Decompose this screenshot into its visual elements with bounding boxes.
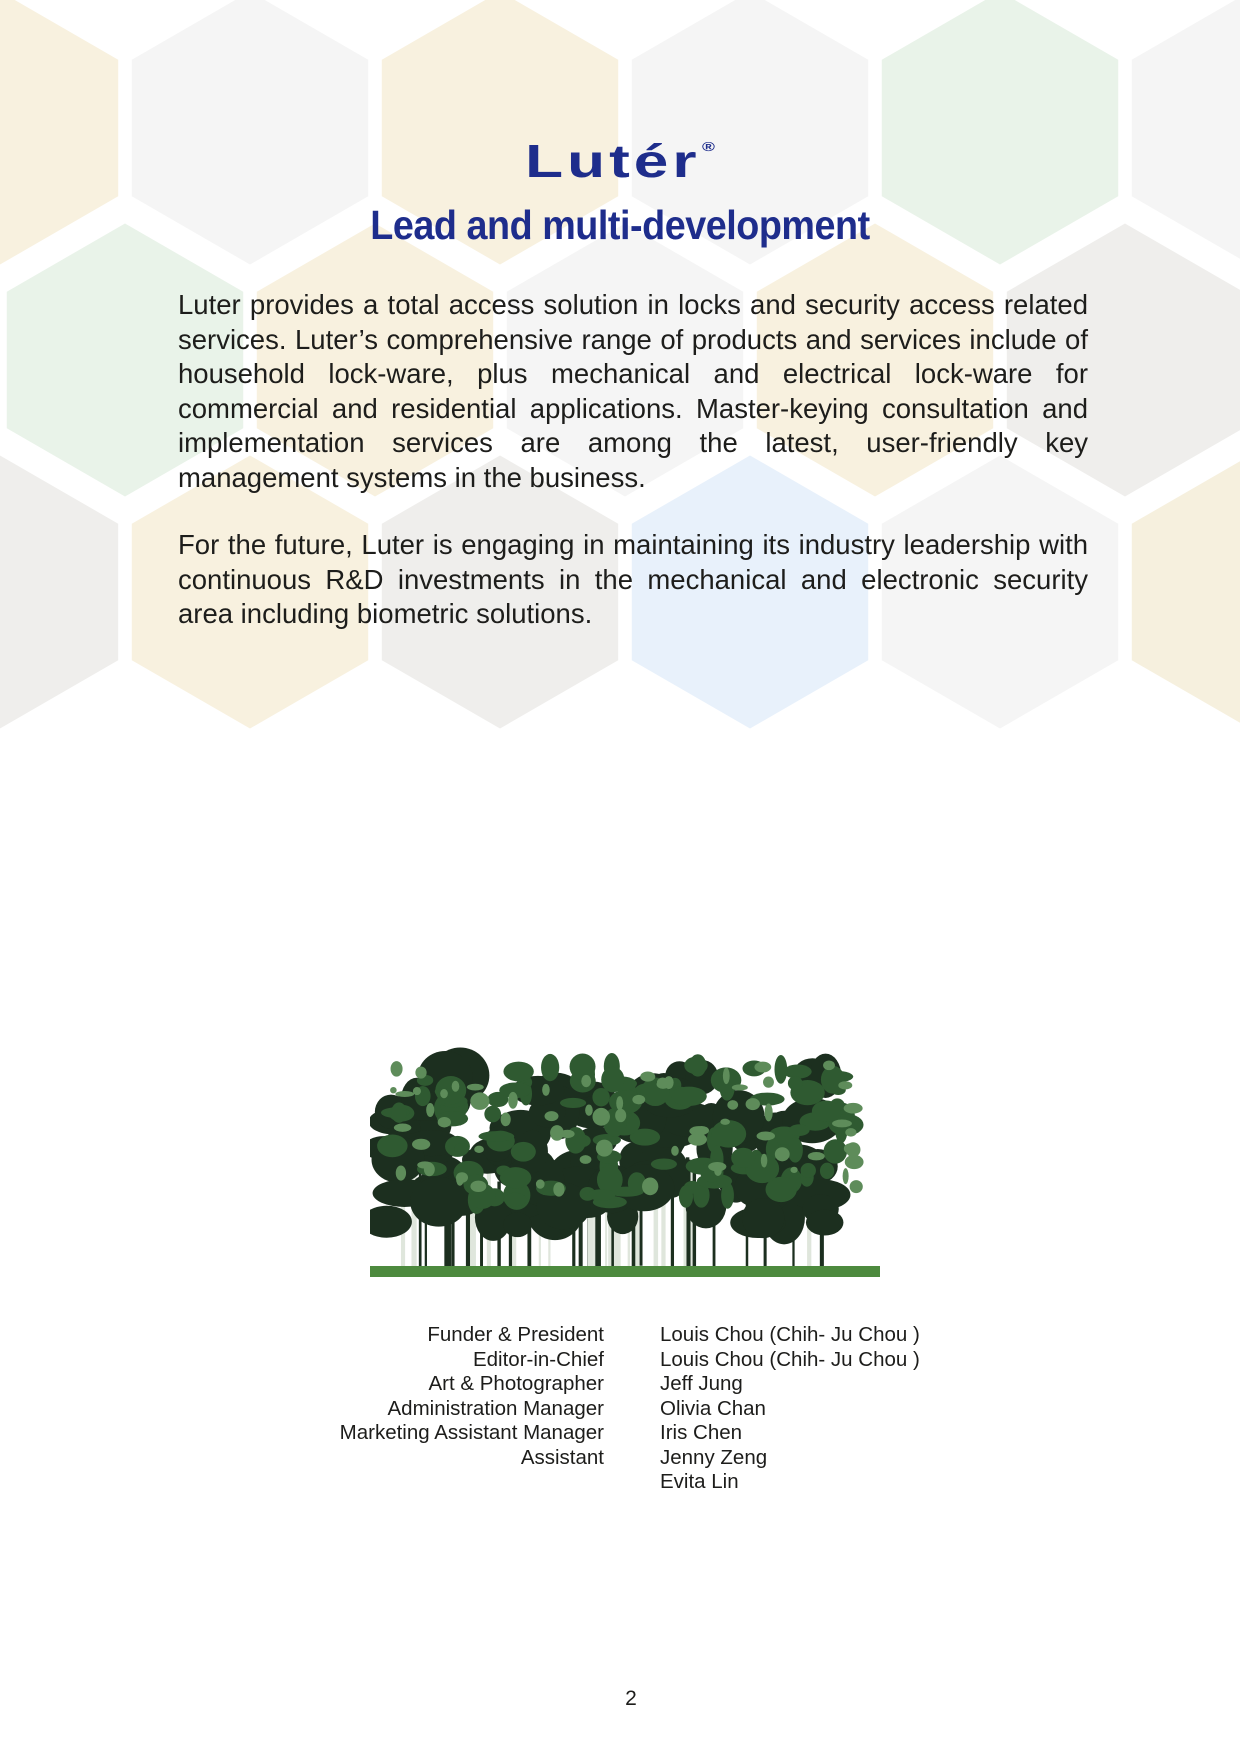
tree-foliage <box>742 1198 785 1238</box>
tree-foliage <box>377 1135 407 1158</box>
tree-foliage <box>503 1212 532 1237</box>
tree-foliage <box>642 1178 658 1196</box>
page-number: 2 <box>625 1687 637 1710</box>
tree-foliage <box>843 1168 849 1184</box>
tree-foliage <box>820 1163 834 1179</box>
tree-foliage <box>812 1101 841 1122</box>
credit-role: Art & Photographer <box>428 1372 604 1395</box>
tree-foliage <box>585 1105 593 1116</box>
tree-foliage <box>671 1087 707 1106</box>
tree-foliage <box>370 1206 412 1238</box>
tree-foliage <box>504 1193 527 1207</box>
tree-foliage <box>845 1155 864 1169</box>
tree-foliage <box>808 1152 825 1160</box>
tree-foliage <box>844 1103 863 1114</box>
tree-foliage <box>553 1182 564 1196</box>
tree-foliage <box>720 1119 730 1125</box>
tree-foliage <box>536 1179 545 1188</box>
page-headline: Lead and multi-development <box>370 202 870 248</box>
tree-foliage <box>454 1143 469 1154</box>
tree-foliage <box>395 1091 414 1097</box>
tree-foliage <box>679 1185 693 1208</box>
credit-role: Funder & President <box>427 1323 604 1346</box>
tree-foliage <box>763 1077 774 1088</box>
credit-name: Iris Chen <box>660 1421 743 1444</box>
tree-foliage <box>746 1098 760 1110</box>
tree-foliage <box>838 1081 852 1089</box>
tree-foliage <box>657 1077 668 1086</box>
tree-foliage <box>615 1109 626 1122</box>
tree-foliage <box>511 1142 536 1162</box>
tree-foliage <box>435 1076 466 1105</box>
credit-name: Evita Lin <box>660 1470 739 1493</box>
tree-foliage <box>452 1081 460 1092</box>
tree-foliage <box>440 1089 448 1098</box>
registered-mark: ® <box>701 139 715 154</box>
tree-foliage <box>821 1066 845 1094</box>
tree-foliage <box>541 1054 559 1081</box>
tree-foliage <box>391 1061 403 1076</box>
tree-foliage <box>801 1163 816 1178</box>
tree-foliage <box>775 1147 790 1161</box>
tree-foliage <box>823 1060 835 1070</box>
brand-logo <box>0 135 1240 187</box>
tree-foliage <box>632 1095 645 1104</box>
credits-roles <box>340 1323 604 1470</box>
tree-foliage <box>426 1103 434 1117</box>
tree-foliage <box>570 1053 596 1079</box>
tree-foliage <box>788 1138 803 1163</box>
tree-foliage <box>474 1146 484 1153</box>
credit-role: Assistant <box>520 1445 604 1469</box>
tree-foliage <box>588 1189 616 1200</box>
tree-foliage <box>727 1100 738 1110</box>
tree-foliage <box>761 1154 768 1168</box>
credits-names <box>660 1323 920 1495</box>
tree-foliage <box>640 1072 655 1082</box>
tree-foliage <box>467 1084 484 1091</box>
tree-foliage <box>774 1055 787 1084</box>
tree-foliage <box>390 1087 397 1093</box>
credit-role: Administration Manager <box>387 1396 604 1420</box>
tree-foliage <box>757 1131 775 1140</box>
credit-role: Editor-in-Chief <box>472 1347 604 1371</box>
tree-foliage <box>545 1111 559 1121</box>
tree-foliage <box>500 1167 531 1188</box>
tree-foliage <box>560 1098 586 1108</box>
tree-foliage <box>806 1210 844 1236</box>
intro-paragraph: Luter provides a total access solution in locks and security access related services. Luter’s comprehensive range of products and services include of household lock-ware, plus mechanical and electrical lock-ware for commercial and residential applications. Master-keying consultation and implementation services are among the latest, user-friendly key management systems in the business. <box>178 289 1088 493</box>
tree-foliage <box>850 1180 863 1193</box>
tree-foliage <box>754 1062 771 1073</box>
tree-foliage <box>764 1103 772 1121</box>
tree-foliage <box>470 1092 489 1109</box>
tree-foliage <box>417 1161 432 1168</box>
tree-foliage <box>391 1102 406 1122</box>
tree-foliage <box>394 1123 411 1131</box>
tree-foliage <box>484 1106 501 1123</box>
credit-name: Olivia Chan <box>660 1396 766 1420</box>
tree-foliage <box>592 1108 609 1126</box>
tree-foliage <box>711 1120 746 1148</box>
tree-line-illustration <box>370 1045 880 1277</box>
tree-foliage <box>560 1130 574 1138</box>
grass-ground <box>370 1266 880 1277</box>
tree-foliage <box>832 1120 852 1128</box>
credit-name: Jenny Zeng <box>660 1445 768 1469</box>
tree-foliage <box>790 1167 797 1173</box>
tree-foliage <box>501 1113 511 1127</box>
tree-foliage <box>503 1062 533 1082</box>
tree-foliage <box>456 1173 464 1186</box>
future-paragraph: For the future, Luter is engaging in maintaining its industry leadership with continuous R&D investments in the mechanical and electronic security area including biometric solutions. <box>178 529 1088 629</box>
tree-foliage <box>508 1092 518 1109</box>
tree-foliage <box>580 1155 592 1164</box>
tree-foliage <box>789 1124 810 1136</box>
tree-foliage <box>845 1128 856 1137</box>
tree-foliage <box>684 1057 708 1074</box>
tree-foliage <box>596 1140 613 1157</box>
credit-name: Louis Chou (Chih- Ju Chou ) <box>660 1323 920 1346</box>
tree-foliage <box>470 1181 486 1192</box>
tree-foliage <box>478 1131 514 1141</box>
tree-foliage <box>396 1165 406 1180</box>
tree-foliage <box>616 1096 623 1110</box>
tree-foliage <box>844 1143 857 1153</box>
tree-foliage <box>601 1067 624 1092</box>
tree-foliage <box>581 1075 591 1087</box>
credit-name: Jeff Jung <box>660 1372 743 1395</box>
tree-foliage <box>651 1158 677 1169</box>
tree-foliage <box>412 1139 430 1150</box>
tree-foliage <box>732 1084 748 1090</box>
tree-foliage <box>542 1084 550 1096</box>
tree-foliage <box>723 1068 730 1085</box>
tree-foliage <box>438 1117 451 1127</box>
tree-foliage <box>671 1146 679 1156</box>
credit-name: Louis Chou (Chih- Ju Chou ) <box>660 1347 920 1371</box>
tree-foliage <box>415 1066 426 1078</box>
tree-foliage <box>824 1139 848 1163</box>
brand-logo-text: Lutér <box>525 135 701 187</box>
tree-foliage <box>708 1162 726 1171</box>
tree-foliage <box>731 1148 755 1168</box>
credit-role: Marketing Assistant Manager <box>339 1421 604 1444</box>
tree-foliage <box>788 1076 803 1090</box>
tree-foliage <box>694 1126 709 1135</box>
